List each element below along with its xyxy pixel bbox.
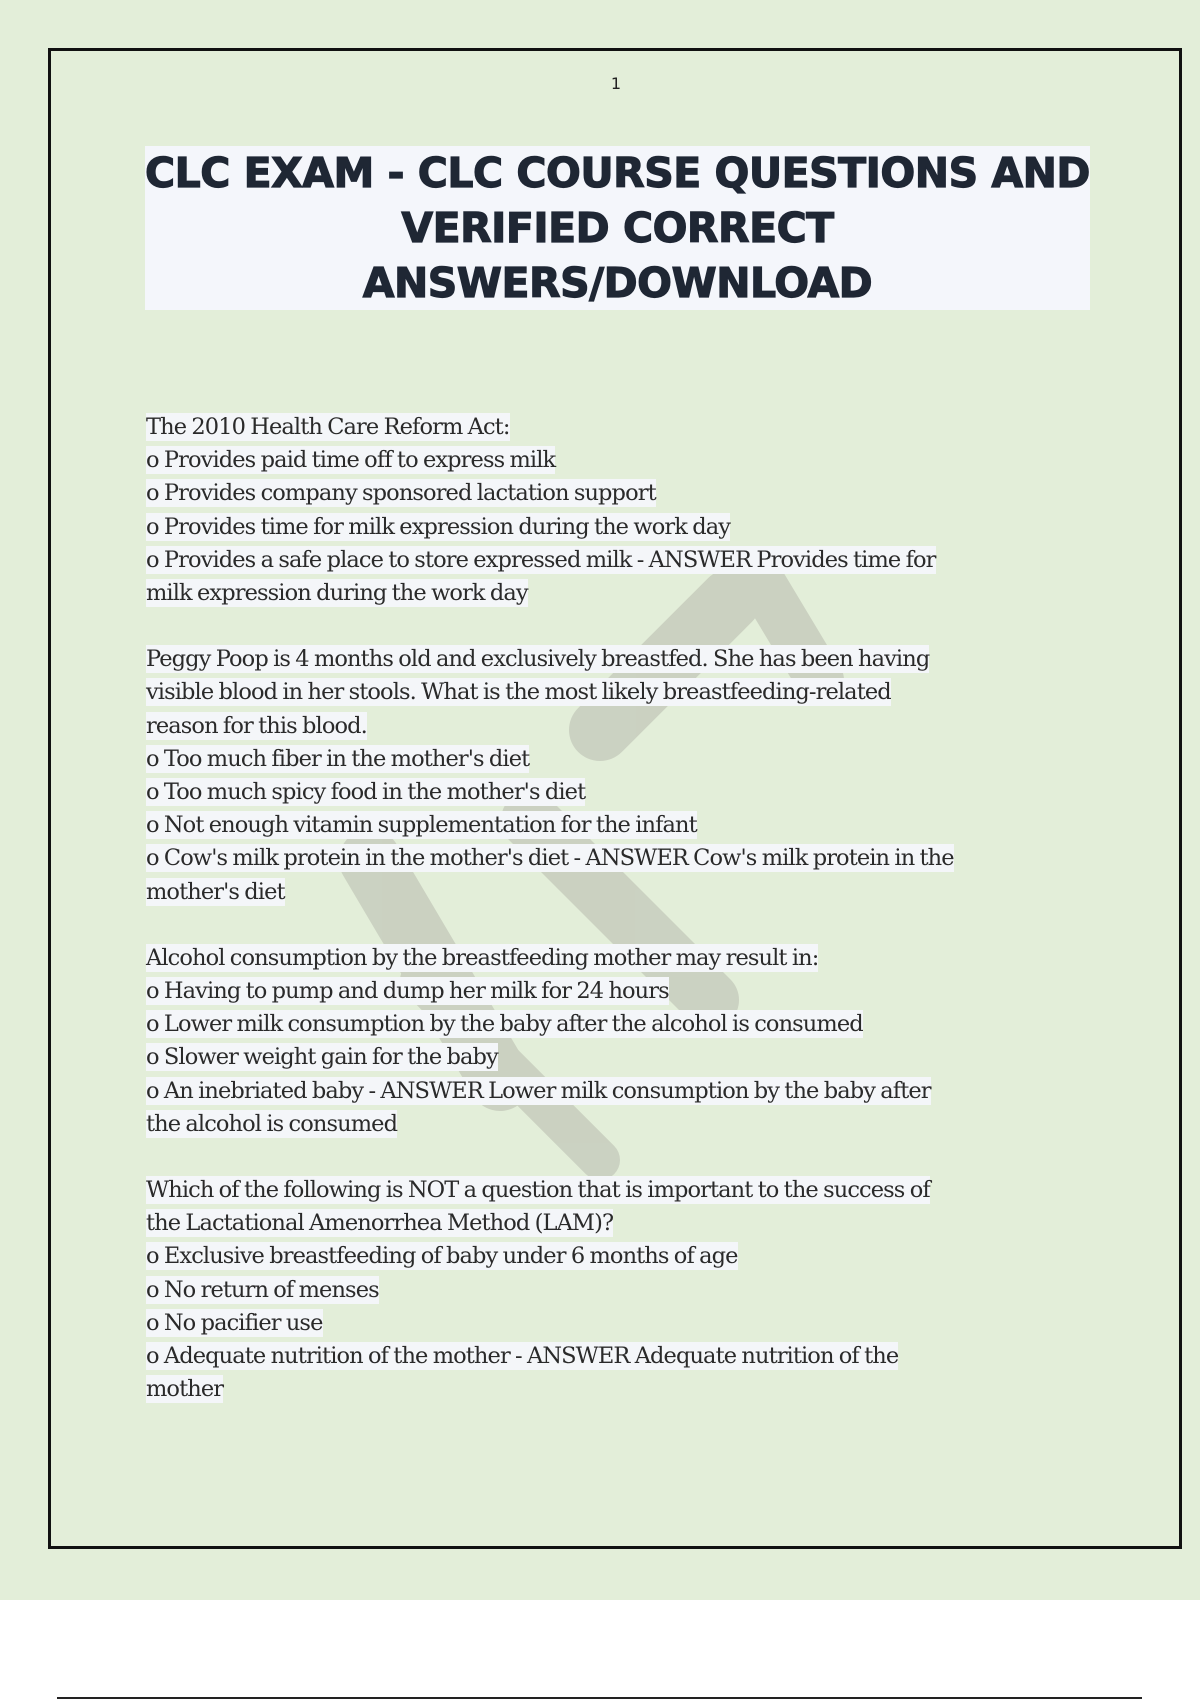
- title-line: CLC EXAM - CLC COURSE QUESTIONS AND: [145, 148, 1090, 197]
- option-text: o Provides paid time off to express milk: [146, 447, 556, 474]
- option-line: [146, 1041, 1106, 1074]
- question-list: [146, 411, 1106, 1439]
- option-answer-text: o Adequate nutrition of the mother - ANSWER Adequate nutrition of the: [146, 1343, 899, 1370]
- option-line: [146, 477, 1106, 510]
- question-line: [146, 1174, 1106, 1207]
- option-text: o Too much fiber in the mother's diet: [146, 745, 530, 772]
- option-line: [146, 743, 1106, 776]
- option-answer-text: o Cow's milk protein in the mother's diet - ANSWER Cow's milk protein in the: [146, 845, 954, 872]
- option-answer-line: [146, 1340, 1106, 1373]
- option-line: [146, 1240, 1106, 1273]
- option-answer-line: [146, 842, 1106, 875]
- bottom-divider: [57, 1697, 1142, 1699]
- option-line: [146, 975, 1106, 1008]
- question-text: Alcohol consumption by the breastfeeding mother may result in:: [146, 944, 819, 971]
- option-answer-text: o Provides a safe place to store expressed milk - ANSWER Provides time for: [146, 546, 936, 573]
- answer-continuation-line: [146, 1373, 1106, 1406]
- option-line: [146, 1307, 1106, 1340]
- question-block: [146, 942, 1106, 1141]
- answer-text: the alcohol is consumed: [146, 1110, 398, 1137]
- question-block: [146, 643, 1106, 909]
- question-line: [146, 710, 1106, 743]
- option-line: [146, 776, 1106, 809]
- option-text: o No pacifier use: [146, 1309, 323, 1336]
- question-line: [146, 676, 1106, 709]
- option-line: [146, 1008, 1106, 1041]
- option-text: o Lower milk consumption by the baby after the alcohol is consumed: [146, 1011, 863, 1038]
- answer-continuation-line: [146, 577, 1106, 610]
- question-block: [146, 411, 1106, 610]
- page-number: 1: [610, 74, 622, 93]
- option-answer-line: [146, 544, 1106, 577]
- question-text: Which of the following is NOT a question that is important to the success of: [146, 1177, 930, 1204]
- option-text: o Not enough vitamin supplementation for the infant: [146, 812, 697, 839]
- answer-text: milk expression during the work day: [146, 580, 528, 607]
- option-text: o Exclusive breastfeeding of baby under 6 months of age: [146, 1243, 738, 1270]
- question-line: [146, 942, 1106, 975]
- answer-text: mother: [146, 1376, 224, 1403]
- option-text: o Too much spicy food in the mother's diet: [146, 779, 586, 806]
- question-text: reason for this blood.: [146, 712, 367, 739]
- option-line: [146, 444, 1106, 477]
- document-title: [145, 146, 1090, 311]
- answer-continuation-line: [146, 1108, 1106, 1141]
- question-block: [146, 1174, 1106, 1406]
- option-text: o Provides company sponsored lactation support: [146, 480, 656, 507]
- option-answer-line: [146, 1075, 1106, 1108]
- question-line: [146, 1207, 1106, 1240]
- option-text: o Slower weight gain for the baby: [146, 1044, 498, 1071]
- option-text: o No return of menses: [146, 1276, 379, 1303]
- question-text: visible blood in her stools. What is the most likely breastfeeding-related: [146, 679, 891, 706]
- question-line: [146, 411, 1106, 444]
- title-line: ANSWERS/DOWNLOAD: [362, 258, 873, 307]
- document-title-box: [145, 146, 1090, 310]
- option-line: [146, 809, 1106, 842]
- option-text: o Provides time for milk expression during the work day: [146, 513, 731, 540]
- option-answer-text: o An inebriated baby - ANSWER Lower milk consumption by the baby after: [146, 1077, 931, 1104]
- question-text: Peggy Poop is 4 months old and exclusively breastfed. She has been having: [146, 646, 930, 673]
- question-line: [146, 643, 1106, 676]
- title-line: VERIFIED CORRECT: [401, 203, 834, 252]
- option-line: [146, 1274, 1106, 1307]
- option-text: o Having to pump and dump her milk for 24 hours: [146, 978, 669, 1005]
- question-text: the Lactational Amenorrhea Method (LAM)?: [146, 1210, 614, 1237]
- option-line: [146, 511, 1106, 544]
- answer-continuation-line: [146, 876, 1106, 909]
- question-text: The 2010 Health Care Reform Act:: [146, 414, 510, 440]
- answer-text: mother's diet: [146, 878, 285, 905]
